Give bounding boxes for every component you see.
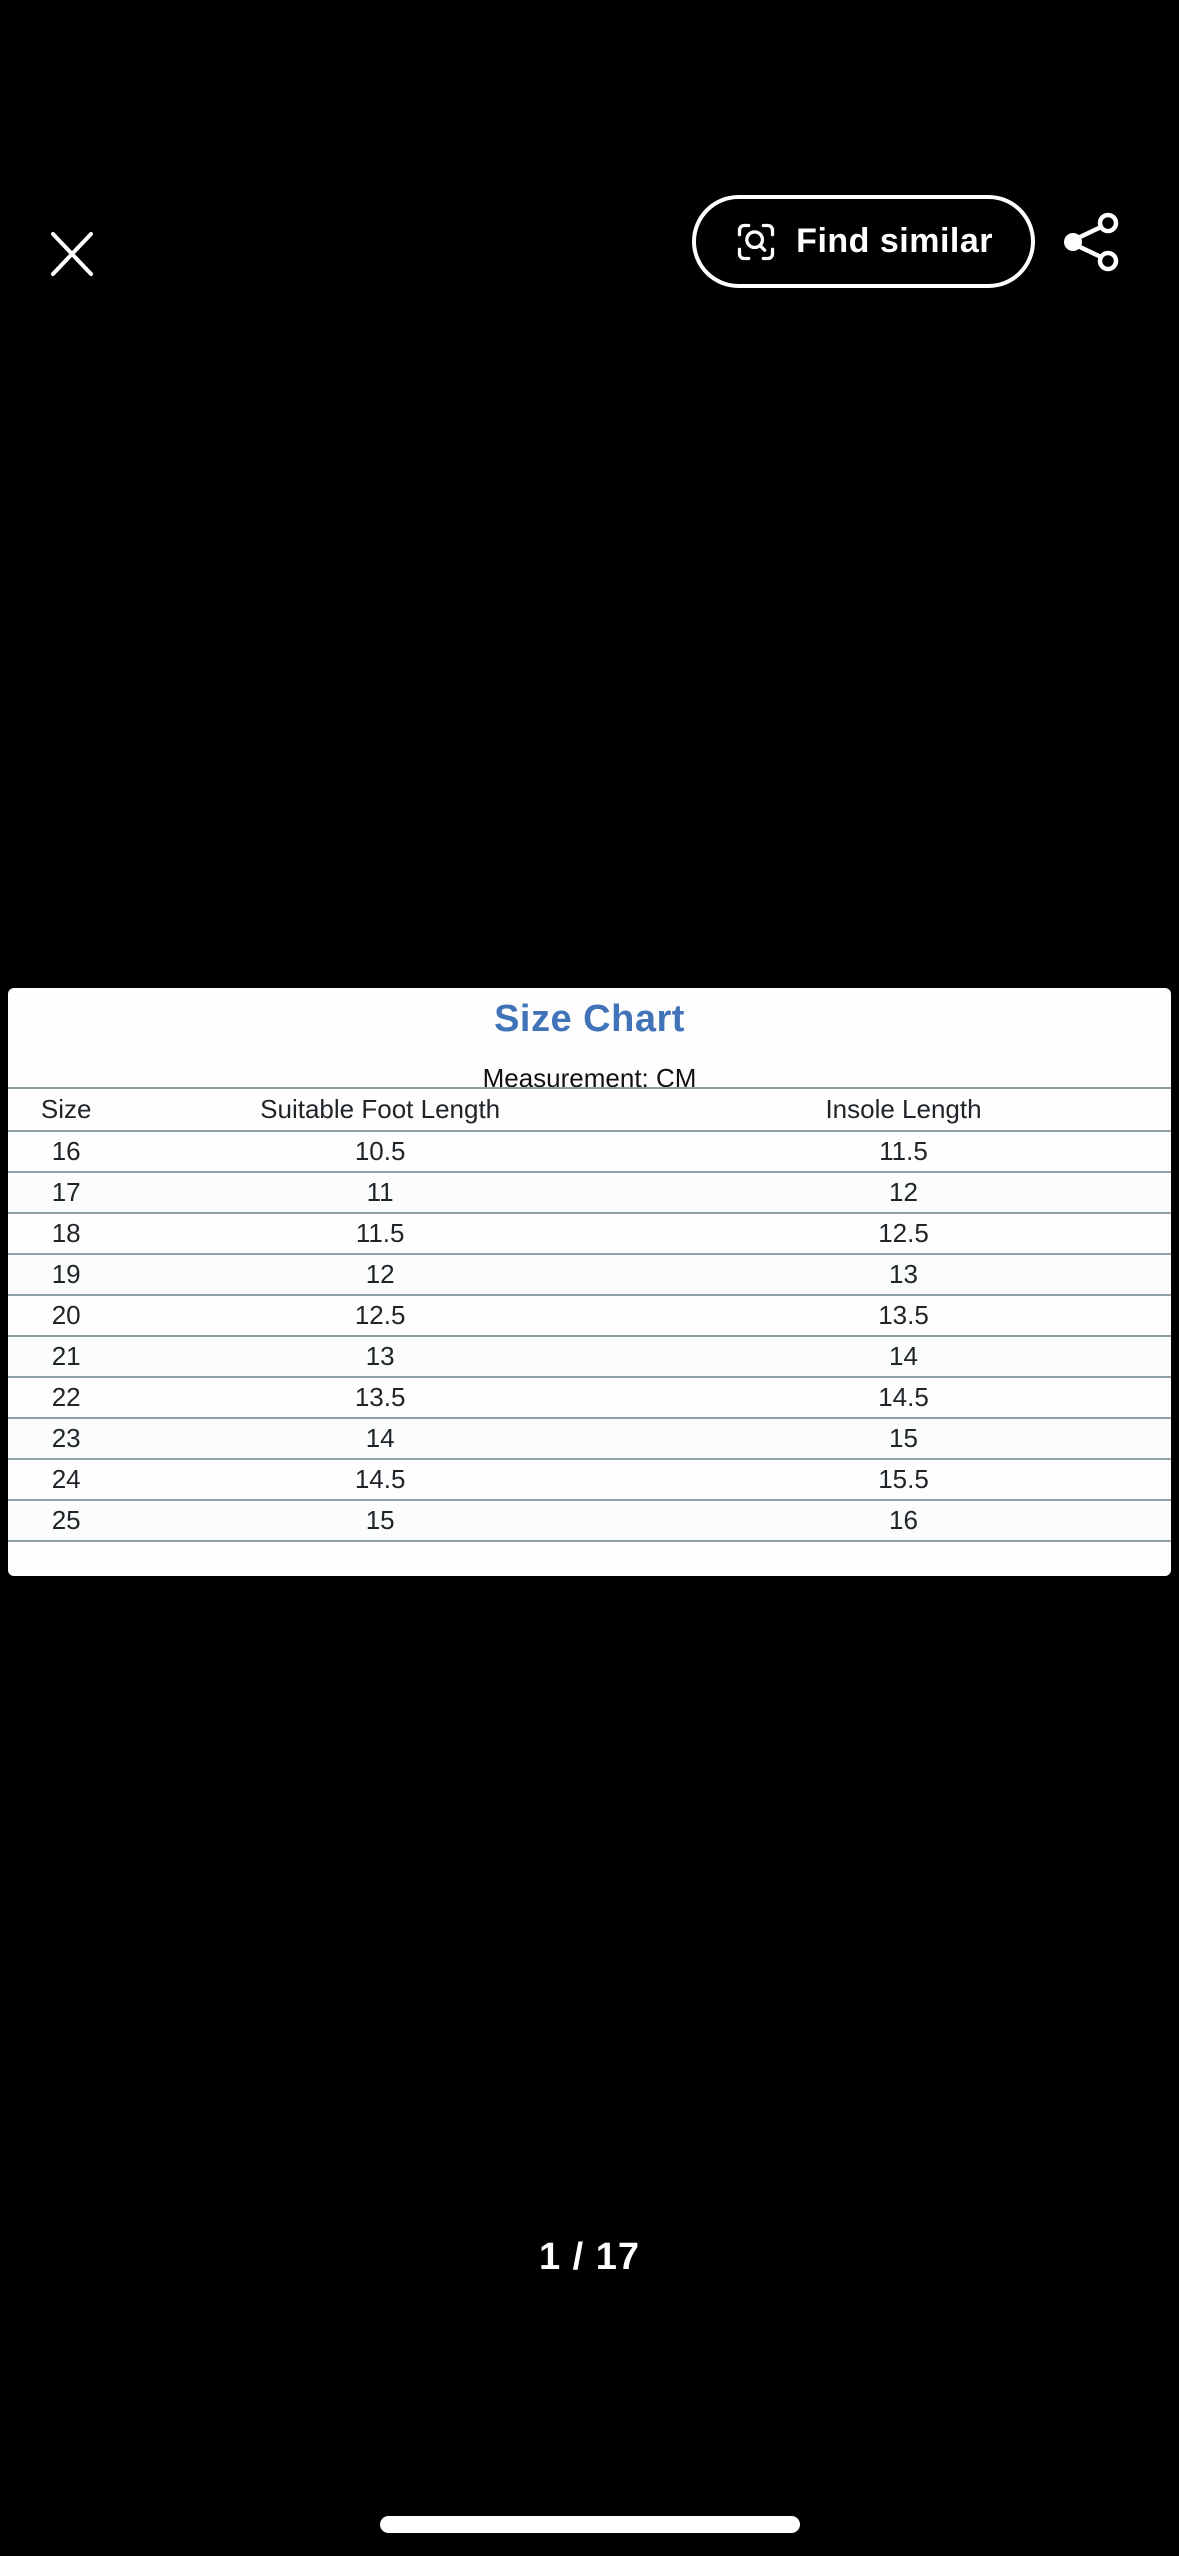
- find-similar-label: Find similar: [796, 222, 993, 260]
- table-cell: 15.5: [636, 1459, 1171, 1500]
- table-cell: 22: [8, 1377, 124, 1418]
- table-row: [8, 1336, 1171, 1377]
- table-row: [8, 1172, 1171, 1213]
- page-indicator: 1 / 17: [538, 2236, 641, 2278]
- image-search-scan-icon: [734, 220, 778, 264]
- close-button[interactable]: [30, 212, 114, 296]
- table-row: [8, 1500, 1171, 1541]
- column-header: Suitable Foot Length: [124, 1088, 636, 1131]
- table-cell: 12: [124, 1254, 636, 1295]
- table-cell: 12: [636, 1172, 1171, 1213]
- table-row: [8, 1213, 1171, 1254]
- table-cell: 11.5: [124, 1213, 636, 1254]
- table-cell: 13.5: [124, 1377, 636, 1418]
- table-cell: 10.5: [124, 1131, 636, 1172]
- table-row: [8, 1131, 1171, 1172]
- table-cell: 13: [124, 1336, 636, 1377]
- table-cell: 15: [124, 1500, 636, 1541]
- table-row: [8, 1377, 1171, 1418]
- table-cell: 24: [8, 1459, 124, 1500]
- table-cell: 14: [124, 1418, 636, 1459]
- table-cell: 13: [636, 1254, 1171, 1295]
- table-row: [8, 1254, 1171, 1295]
- table-cell: 11: [124, 1172, 636, 1213]
- size-chart-subtitle: Measurement: CM: [482, 1063, 697, 1093]
- table-cell: 17: [8, 1172, 124, 1213]
- table-cell: 23: [8, 1418, 124, 1459]
- home-indicator-bar[interactable]: [380, 2516, 800, 2533]
- table-cell: 13.5: [636, 1295, 1171, 1336]
- size-table-header: [8, 1088, 1171, 1131]
- table-cell: 14: [636, 1336, 1171, 1377]
- table-cell: 19: [8, 1254, 124, 1295]
- table-cell: 20: [8, 1295, 124, 1336]
- table-cell: 25: [8, 1500, 124, 1541]
- close-icon: [49, 231, 95, 277]
- find-similar-button[interactable]: [692, 195, 1035, 288]
- column-header: Size: [8, 1088, 124, 1131]
- table-row: [8, 1459, 1171, 1500]
- table-cell: 16: [636, 1500, 1171, 1541]
- table-cell: 21: [8, 1336, 124, 1377]
- table-cell: 16: [8, 1131, 124, 1172]
- table-cell: 14.5: [636, 1377, 1171, 1418]
- column-header: Insole Length: [636, 1088, 1171, 1131]
- table-cell: 14.5: [124, 1459, 636, 1500]
- table-cell: 12.5: [124, 1295, 636, 1336]
- table-cell: 15: [636, 1418, 1171, 1459]
- size-chart-image[interactable]: [8, 988, 1171, 1576]
- share-nodes-icon: [1060, 210, 1122, 274]
- table-cell: 12.5: [636, 1213, 1171, 1254]
- table-row: [8, 1295, 1171, 1336]
- table-row: [8, 1418, 1171, 1459]
- size-table-body: [8, 1131, 1171, 1541]
- size-chart-title: Size Chart: [494, 998, 685, 1040]
- header-row: [8, 1088, 1171, 1131]
- table-cell: 18: [8, 1213, 124, 1254]
- share-button[interactable]: [1055, 204, 1127, 280]
- table-cell: 11.5: [636, 1131, 1171, 1172]
- size-chart-table: [8, 1087, 1171, 1542]
